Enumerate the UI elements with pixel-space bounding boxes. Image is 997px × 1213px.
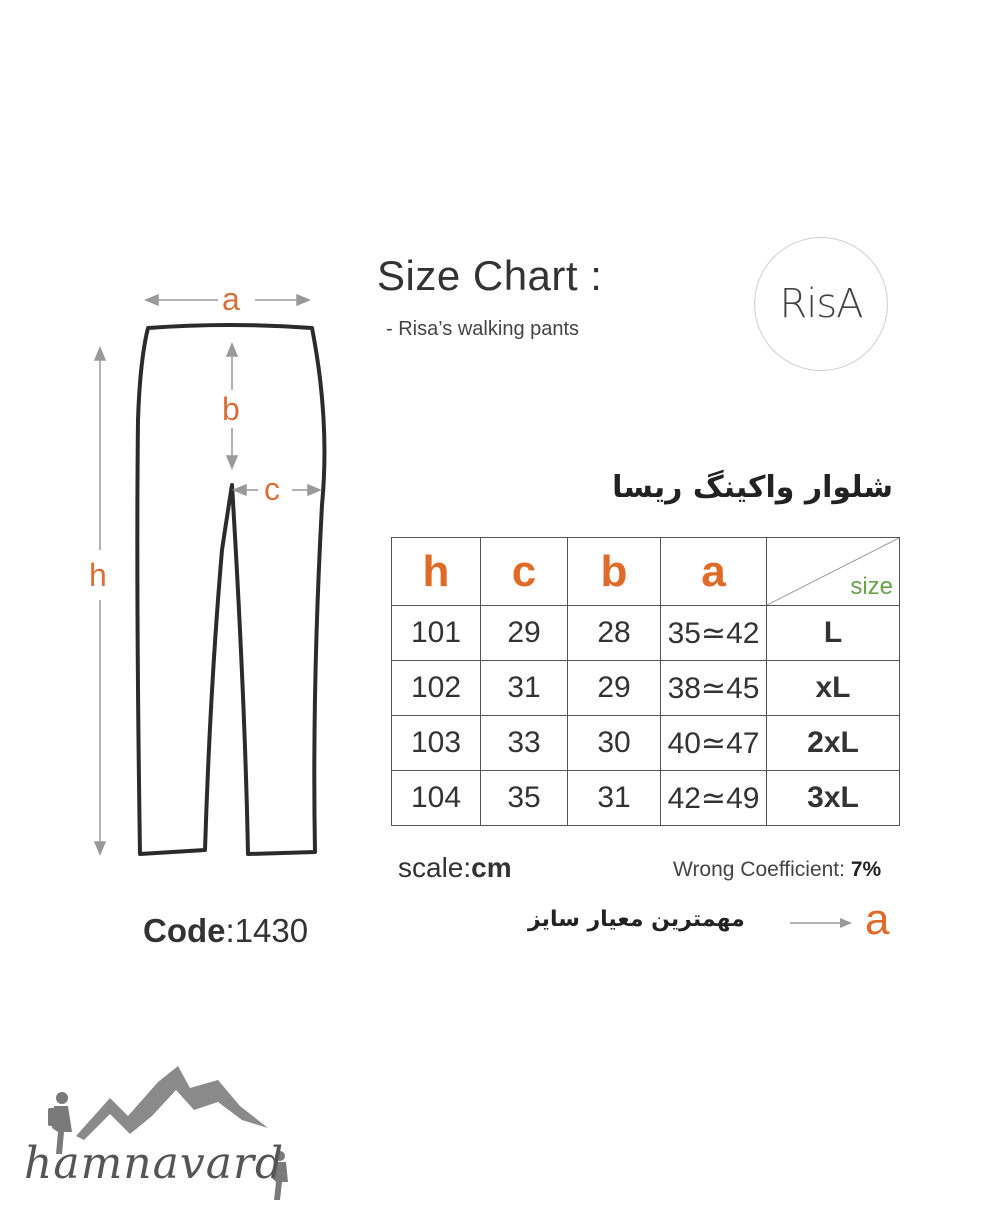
header-cell-h: h <box>392 538 481 606</box>
cell-b: 30 <box>568 716 661 771</box>
table-header-row <box>392 538 900 606</box>
product-code-label: Code <box>143 912 226 949</box>
cell-b: 31 <box>568 771 661 826</box>
size-column-label: size <box>850 573 893 600</box>
header-cell-b: b <box>568 538 661 606</box>
cell-size: xL <box>767 661 900 716</box>
cell-a: 38≃45 <box>661 661 767 716</box>
size-table <box>391 537 900 826</box>
watermark-text: hamnavard <box>24 1138 285 1189</box>
cell-c: 29 <box>481 606 568 661</box>
dimension-a-label: a <box>222 281 240 317</box>
cell-h: 103 <box>392 716 481 771</box>
wrong-coefficient-note <box>673 858 881 882</box>
table-row <box>392 716 900 771</box>
dimension-h-label: h <box>89 557 107 593</box>
header-cell-size <box>767 538 900 606</box>
dimension-h-arrow <box>95 348 105 854</box>
scale-note <box>398 852 512 884</box>
scale-label: scale: <box>398 852 472 883</box>
header-cell-a: a <box>661 538 767 606</box>
important-measure-text: مهمترین معیار سایز <box>528 907 745 932</box>
cell-size: L <box>767 606 900 661</box>
cell-b: 28 <box>568 606 661 661</box>
dimension-b-label: b <box>222 391 240 427</box>
important-measure-letter: a <box>865 895 890 944</box>
cell-h: 102 <box>392 661 481 716</box>
cell-size: 2xL <box>767 716 900 771</box>
persian-title: شلوار واکینگ ریسا <box>612 470 893 505</box>
header-cell-c: c <box>481 538 568 606</box>
table-row <box>392 606 900 661</box>
cell-a: 40≃47 <box>661 716 767 771</box>
cell-a: 42≃49 <box>661 771 767 826</box>
cell-a: 35≃42 <box>661 606 767 661</box>
wrong-coefficient-value: 7% <box>850 858 882 881</box>
cell-c: 33 <box>481 716 568 771</box>
cell-c: 31 <box>481 661 568 716</box>
table-row <box>392 771 900 826</box>
page-subtitle: - Risa’s walking pants <box>386 318 580 340</box>
scale-unit: cm <box>471 852 512 883</box>
watermark <box>18 1058 308 1208</box>
product-code-value: :1430 <box>225 912 309 949</box>
arrow-right-icon <box>790 917 854 929</box>
cell-h: 101 <box>392 606 481 661</box>
cell-h: 104 <box>392 771 481 826</box>
cell-b: 29 <box>568 661 661 716</box>
product-code <box>143 912 308 950</box>
cell-size: 3xL <box>767 771 900 826</box>
table-row <box>392 661 900 716</box>
page-title: Size Chart : <box>377 252 603 299</box>
brand-logo <box>754 237 888 371</box>
brand-logo-text: RisA <box>779 281 863 327</box>
important-measure-note <box>528 895 898 945</box>
dimension-c-label: c <box>264 471 280 507</box>
pants-diagram <box>60 270 360 890</box>
wrong-coefficient-label: Wrong Coefficient: <box>673 858 851 881</box>
cell-c: 35 <box>481 771 568 826</box>
